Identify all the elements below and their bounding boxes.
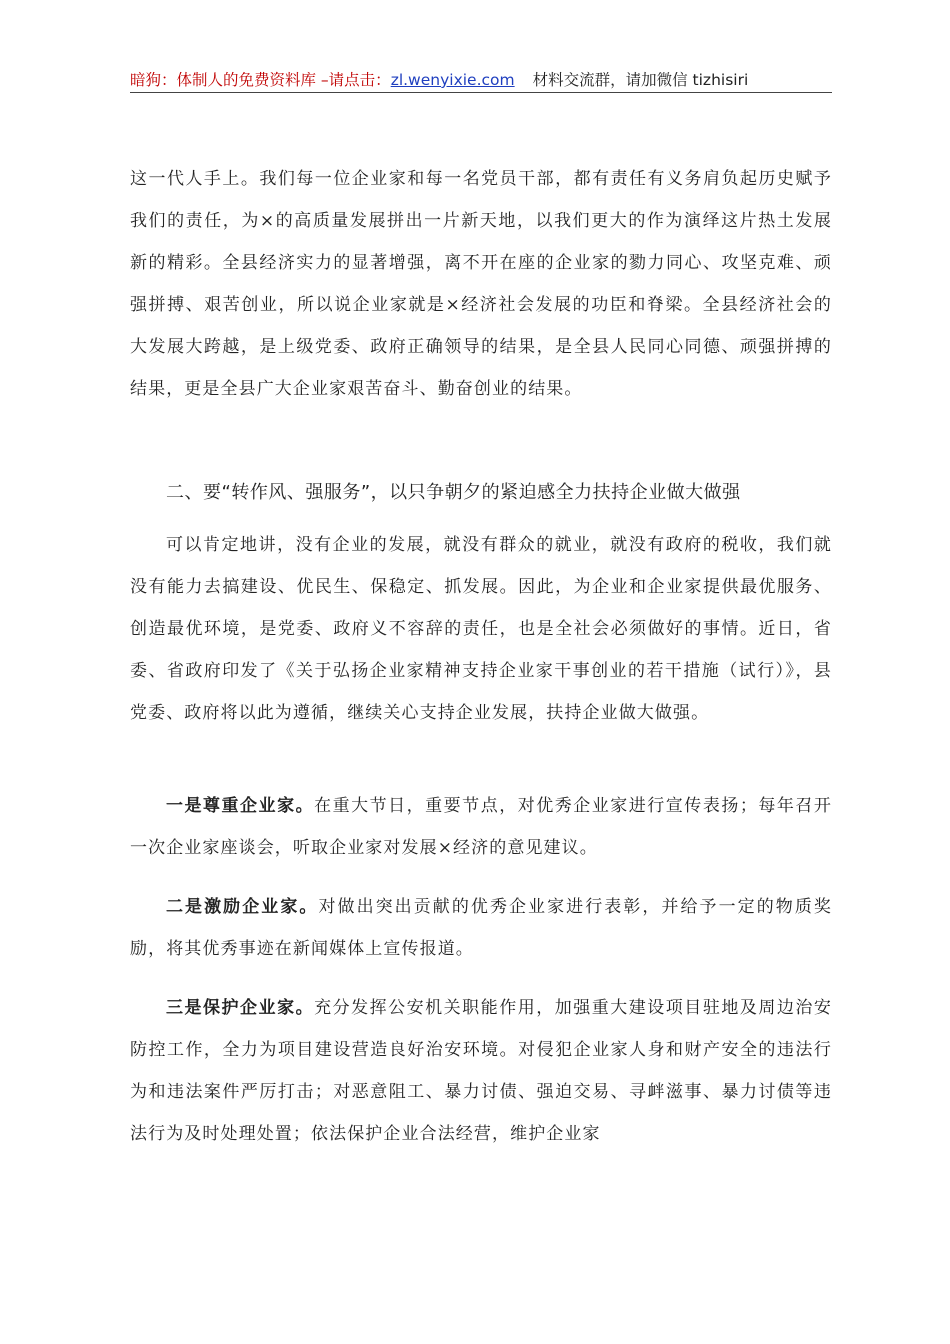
page-header [130,68,832,93]
paragraph-continued: 这一代人手上。我们每一位企业家和每一名党员干部，都有责任有义务肩负起历史赋予我们的责任，为×的高质量发展拼出一片新天地，以我们更大的作为演绎这片热土发展新的精彩。全县经济实力的显著增强，离不开在座的企业家的勠力同心、攻坚克难、顽强拼搏、艰苦创业，所以说企业家就是×经济社会发展的功臣和脊梁。全县经济社会的大发展大跨越，是上级党委、政府正确领导的结果，是全县人民同心同德、顽强拼搏的结果，更是全县广大企业家艰苦奋斗、勤奋创业的结果。 [130,169,832,399]
item-protect-entrepreneurs [130,987,832,1155]
item-3-lead: 三是保护企业家。 [166,998,315,1018]
header-promo-text: 暗狗：体制人的免费资料库 –请点击： [130,71,391,89]
item-1-lead: 一是尊重企业家。 [166,796,315,816]
paragraph-intro: 可以肯定地讲，没有企业的发展，就没有群众的就业，就没有政府的税收，我们就没有能力去搞建设、优民生、保稳定、抓发展。因此，为企业和企业家提供最优服务、创造最优环境，是党委、政府义不容辞的责任，也是全社会必须做好的事情。近日，省委、省政府印发了《关于弘扬企业家精神支持企业家干事创业的若干措施（试行）》，县党委、政府将以此为遵循，继续关心支持企业发展，扶持企业做大做强。 [130,535,832,723]
item-1-text: 在重大节日，重要节点，对优秀企业家进行宣传表扬；每年召开一次企业家座谈会，听取企业家对发展×经济的意见建议。 [130,796,832,858]
header-link[interactable]: zl.wenyixie.com [390,71,515,89]
item-2-lead: 二是激励企业家。 [166,897,319,917]
item-respect-entrepreneurs [130,785,832,869]
item-3-text: 充分发挥公安机关职能作用，加强重大建设项目驻地及周边治安防控工作，全力为项目建设营造良好治安环境。对侵犯企业家人身和财产安全的违法行为和违法案件严厉打击；对恶意阻工、暴力讨债、强迫交易、寻衅滋事、暴力讨债等违法行为及时处理处置；依法保护企业合法经营，维护企业家 [130,998,832,1144]
header-contact-text: 材料交流群，请加微信 tizhisiri [532,71,749,89]
section-heading-2: 二、要“转作风、强服务”，以只争朝夕的紧迫感全力扶持企业做大做强 [166,482,741,503]
item-2-text: 对做出突出贡献的优秀企业家进行表彰，并给予一定的物质奖励，将其优秀事迹在新闻媒体上宣传报道。 [130,897,832,959]
item-motivate-entrepreneurs [130,886,832,970]
